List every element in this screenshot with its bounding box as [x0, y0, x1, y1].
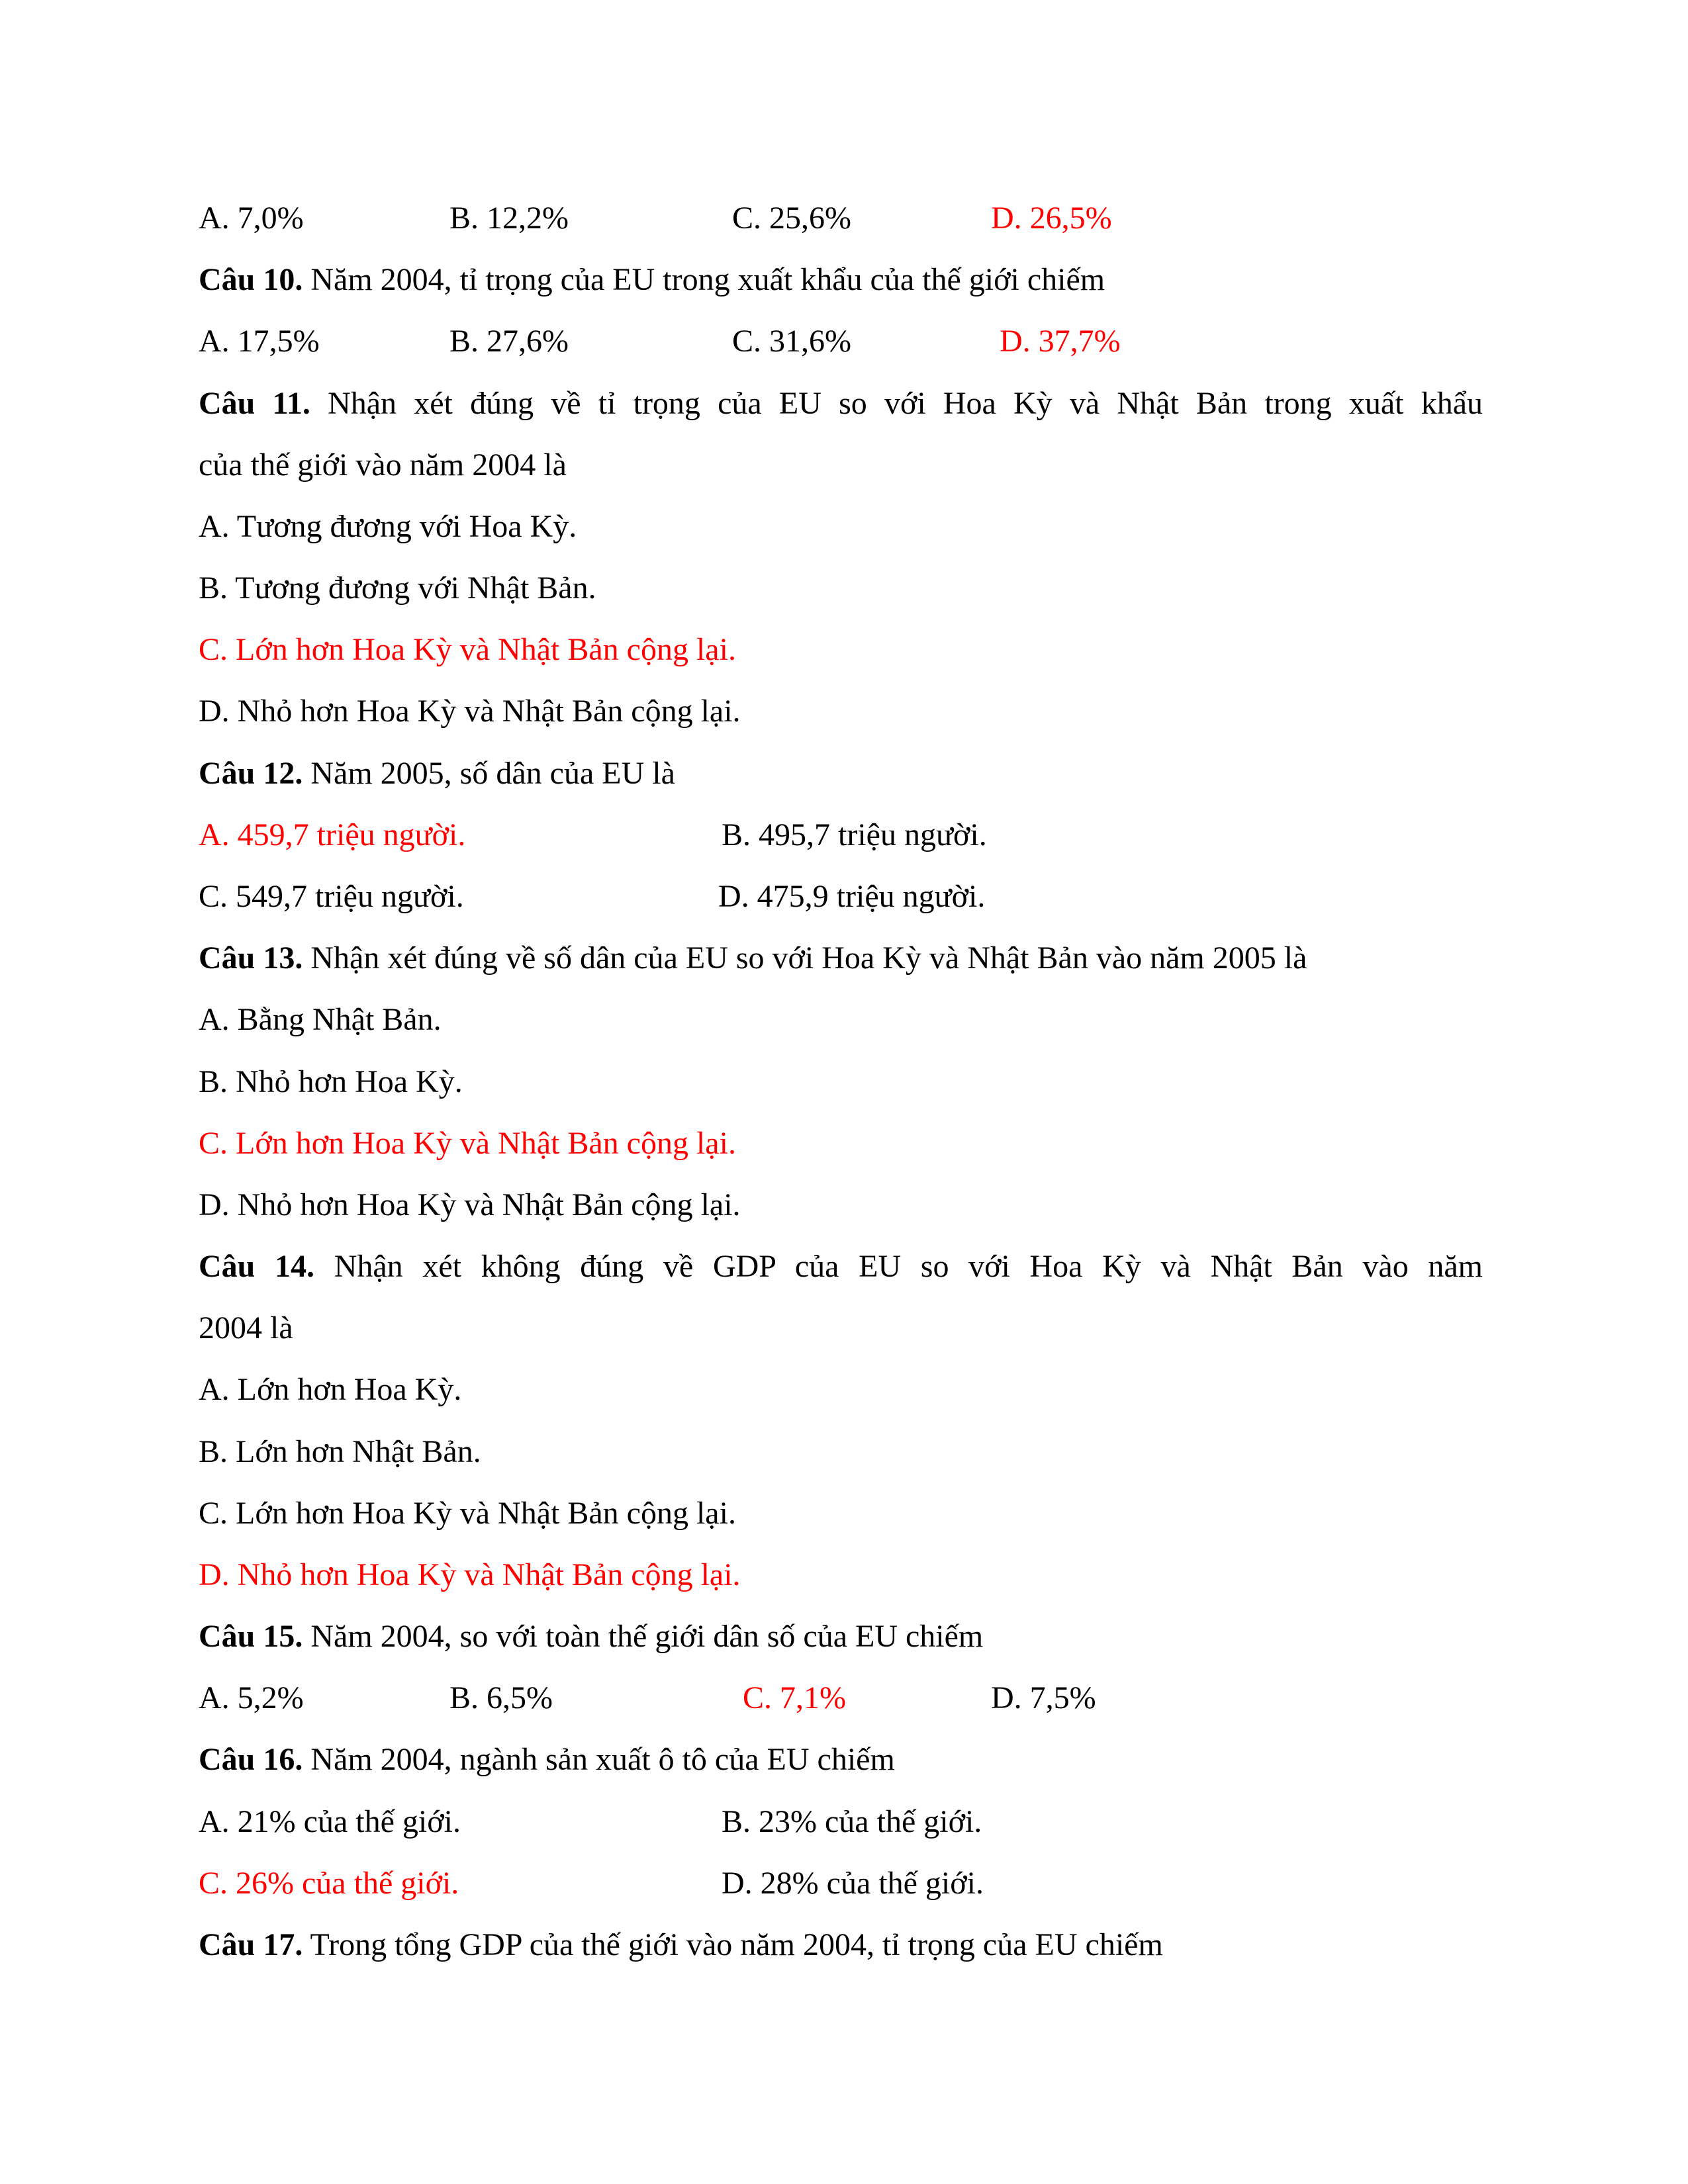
- q16-option-c-answer: C. 26% của thế giới.: [199, 1866, 459, 1901]
- q15-option-d: D. 7,5%: [991, 1680, 1096, 1715]
- q13-option-b: B. Nhỏ hơn Hoa Kỳ.: [199, 1064, 463, 1099]
- question-12-label: Câu 12.: [199, 756, 303, 791]
- q9-option-b: B. 12,2%: [449, 201, 569, 236]
- q15-option-b: B. 6,5%: [449, 1680, 553, 1715]
- q12-option-a-answer: A. 459,7 triệu người.: [199, 817, 466, 852]
- question-13: [199, 938, 1307, 978]
- question-12-text: Năm 2005, số dân của EU là: [303, 756, 675, 791]
- question-11-line-2: của thế giới vào năm 2004 là: [199, 447, 567, 482]
- q9-option-c: C. 25,6%: [732, 201, 851, 236]
- question-16-label: Câu 16.: [199, 1742, 303, 1777]
- q9-option-d-answer: D. 26,5%: [991, 201, 1112, 236]
- q15-option-a: A. 5,2%: [199, 1680, 304, 1715]
- q9-option-a: A. 7,0%: [199, 201, 304, 236]
- question-14-line-1: [199, 1247, 1483, 1287]
- q12-option-d: D. 475,9 triệu người.: [718, 879, 986, 914]
- question-14-line-2: 2004 là: [199, 1310, 293, 1345]
- q14-option-a: A. Lớn hơn Hoa Kỳ.: [199, 1372, 462, 1407]
- q16-option-d: D. 28% của thế giới.: [722, 1866, 984, 1901]
- q14-option-c: C. Lớn hơn Hoa Kỳ và Nhật Bản cộng lại.: [199, 1496, 736, 1531]
- question-14-label: Câu 14.: [199, 1249, 315, 1284]
- q10-option-b: B. 27,6%: [449, 324, 569, 359]
- question-15-label: Câu 15.: [199, 1619, 303, 1654]
- question-16: [199, 1740, 895, 1780]
- q11-option-c-answer: C. Lớn hơn Hoa Kỳ và Nhật Bản cộng lại.: [199, 632, 736, 667]
- question-11-label: Câu 11.: [199, 386, 310, 421]
- question-15-text: Năm 2004, so với toàn thế giới dân số của EU chiếm: [303, 1619, 984, 1654]
- question-17: [199, 1925, 1163, 1965]
- question-10-label: Câu 10.: [199, 262, 303, 297]
- q13-option-d: D. Nhỏ hơn Hoa Kỳ và Nhật Bản cộng lại.: [199, 1187, 741, 1222]
- question-13-label: Câu 13.: [199, 940, 303, 976]
- question-16-text: Năm 2004, ngành sản xuất ô tô của EU chiếm: [303, 1742, 895, 1777]
- q11-option-d: D. Nhỏ hơn Hoa Kỳ và Nhật Bản cộng lại.: [199, 694, 741, 729]
- question-10: [199, 260, 1105, 300]
- question-17-text: Trong tổng GDP của thế giới vào năm 2004, tỉ trọng của EU chiếm: [303, 1927, 1163, 1962]
- q12-option-c: C. 549,7 triệu người.: [199, 879, 464, 914]
- q16-option-b: B. 23% của thế giới.: [722, 1804, 982, 1839]
- q12-option-b: B. 495,7 triệu người.: [722, 817, 987, 852]
- question-10-text: Năm 2004, tỉ trọng của EU trong xuất khẩu của thế giới chiếm: [303, 262, 1105, 297]
- q13-option-c-answer: C. Lớn hơn Hoa Kỳ và Nhật Bản cộng lại.: [199, 1126, 736, 1161]
- q14-option-d-answer: D. Nhỏ hơn Hoa Kỳ và Nhật Bản cộng lại.: [199, 1557, 741, 1592]
- q10-option-c: C. 31,6%: [732, 324, 851, 359]
- q11-option-a: A. Tương đương với Hoa Kỳ.: [199, 509, 577, 544]
- q14-option-b: B. Lớn hơn Nhật Bản.: [199, 1434, 481, 1469]
- question-17-label: Câu 17.: [199, 1927, 303, 1962]
- q15-option-c-answer: C. 7,1%: [743, 1680, 846, 1715]
- q10-option-a: A. 17,5%: [199, 324, 320, 359]
- question-11-line-1: [199, 384, 1483, 424]
- q16-option-a: A. 21% của thế giới.: [199, 1804, 461, 1839]
- q10-option-d-answer: D. 37,7%: [1000, 324, 1121, 359]
- question-12: [199, 754, 675, 794]
- q11-option-b: B. Tương đương với Nhật Bản.: [199, 570, 596, 606]
- q13-option-a: A. Bằng Nhật Bản.: [199, 1002, 442, 1037]
- question-15: [199, 1617, 983, 1657]
- question-14-text: Nhận xét không đúng về GDP của EU so với Hoa Kỳ và Nhật Bản vào năm: [314, 1249, 1483, 1284]
- question-13-text: Nhận xét đúng về số dân của EU so với Hoa Kỳ và Nhật Bản vào năm 2005 là: [303, 940, 1307, 976]
- question-11-text: Nhận xét đúng về tỉ trọng của EU so với Hoa Kỳ và Nhật Bản trong xuất khẩu: [310, 386, 1483, 421]
